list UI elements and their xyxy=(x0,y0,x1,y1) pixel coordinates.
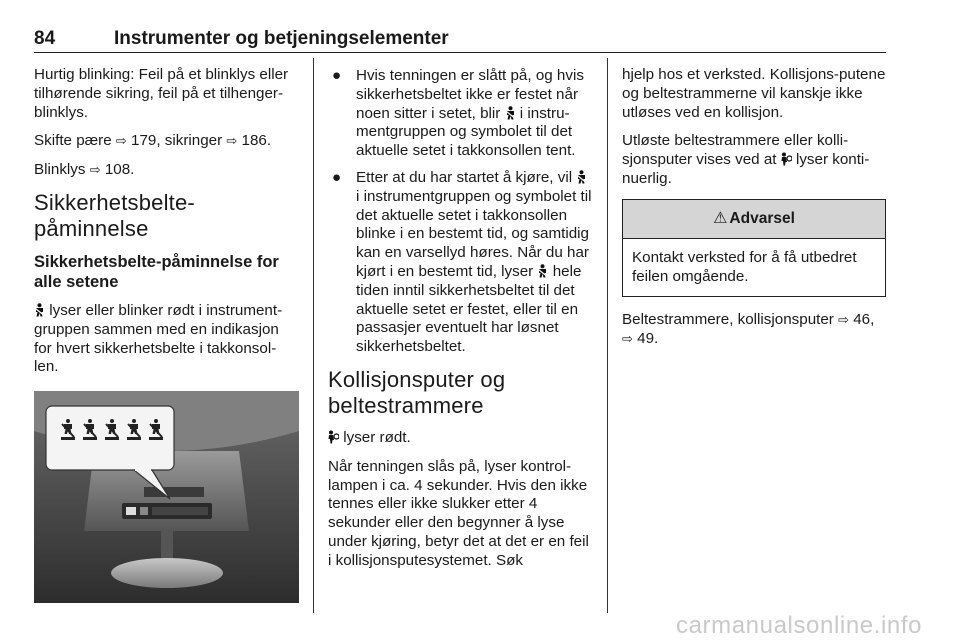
text: lyser konti-nuerlig. xyxy=(622,151,870,187)
warning-title: Advarsel xyxy=(729,209,795,227)
reference-arrow-icon: ⇨ xyxy=(89,162,101,178)
column-divider xyxy=(607,58,608,613)
text: hele tiden inntil sikkerhetsbeltet til det aktuelle setet er festet, eller til en passasjer eventuelt har løsnet sikkerhetsbeltet. xyxy=(356,262,582,356)
paragraph: Hurtig blinking: Feil på et blinklys eller tilhørende sikring, feil på et tilhenger-blinklys. xyxy=(34,66,289,121)
reference-arrow-icon: ⇨ xyxy=(226,133,238,149)
paragraph xyxy=(622,311,886,349)
seatbelt-icon xyxy=(537,264,548,278)
list-item xyxy=(328,67,592,161)
text: 46, xyxy=(849,311,875,329)
section-heading: Kollisjonsputer og beltestrammere xyxy=(328,366,506,418)
text: lyser eller blinker rødt i instrument-gruppen sammen med en indikasjon for hvert sikkerhetsbelte i takkonsol-len. xyxy=(34,301,283,376)
column-1 xyxy=(34,66,299,603)
text: 49. xyxy=(632,330,659,348)
reference-arrow-icon: ⇨ xyxy=(115,133,127,149)
text: i instrumentgruppen og symbolet til det aktuelle setet i takkonsollen blinke i en bestemt tid, og samtidig kan en varsellyd høres. Når du har kjørt i en bestemt tid, lyser xyxy=(356,187,592,280)
text: Utløste beltestrammere eller kolli-sjonsputer vises ved at xyxy=(622,132,849,169)
paragraph xyxy=(34,161,299,180)
paragraph xyxy=(622,132,886,188)
text: Blinklys xyxy=(34,161,90,179)
warning-triangle-icon: ⚠ xyxy=(713,209,728,227)
overhead-console-illustration xyxy=(34,391,299,603)
bullet-icon: ● xyxy=(332,168,342,186)
seatbelt-icon xyxy=(505,106,516,120)
column-divider xyxy=(313,58,314,613)
airbag-icon xyxy=(781,152,792,166)
paragraph xyxy=(34,132,299,151)
overhead-console-photo xyxy=(34,391,299,603)
paragraph: Når tenningen slås på, lyser kontrol-lampen i ca. 4 sekunder. Hvis den ikke tennes eller ikke slukker etter 4 sekunder eller den begynner å lyse under kjøring, betyr det at det er en feil i kollisjonsputesystemet. Søk xyxy=(328,457,589,569)
text: 186. xyxy=(237,132,272,150)
paragraph xyxy=(328,429,592,448)
warning-body: Kontakt verksted for å få utbedret feilen omgående. xyxy=(632,248,857,285)
list-item xyxy=(328,169,592,357)
page-title: Instrumenter og betjeningselementer xyxy=(114,28,449,49)
reference-arrow-icon: ⇨ xyxy=(838,312,849,328)
subsection-heading: Sikkerhetsbelte-påminnelse for alle setene xyxy=(34,252,279,291)
column-3 xyxy=(622,66,886,359)
reference-arrow-icon: ⇨ xyxy=(622,331,633,347)
bullet-list xyxy=(328,67,592,357)
text: Skifte pære xyxy=(34,132,116,150)
paragraph: hjelp hos et verksted. Kollisjons-putene og beltestrammerne vil kanskje ikke utløses ved en kollisjon. xyxy=(622,66,886,121)
airbag-icon xyxy=(328,430,339,444)
warning-box xyxy=(622,199,886,298)
text: Beltestrammere, kollisjonsputer xyxy=(622,311,839,329)
warning-header xyxy=(623,200,885,239)
text: i instru-mentgruppen og symbolet til det aktuelle setet i takkonsollen tent. xyxy=(356,104,576,160)
paragraph xyxy=(34,302,299,377)
text: lyser rødt. xyxy=(339,428,411,446)
text: Hvis tenningen er slått på, og hvis sikkerhetsbeltet ikke er festet når noen sitter i setet, blir xyxy=(356,67,584,122)
section-heading: Sikkerhetsbelte-påminnelse xyxy=(34,189,195,241)
column-2 xyxy=(328,67,592,581)
page-header xyxy=(34,26,886,53)
seatbelt-icon xyxy=(34,303,45,317)
text: Etter at du har startet å kjøre, vil xyxy=(356,168,577,186)
text: 108. xyxy=(100,161,135,179)
page-number: 84 xyxy=(34,28,56,49)
watermark: carmanualsonline.info xyxy=(676,612,923,639)
text: 179, sikringer xyxy=(126,132,227,150)
seatbelt-icon xyxy=(576,170,587,184)
bullet-icon: ● xyxy=(332,67,342,84)
